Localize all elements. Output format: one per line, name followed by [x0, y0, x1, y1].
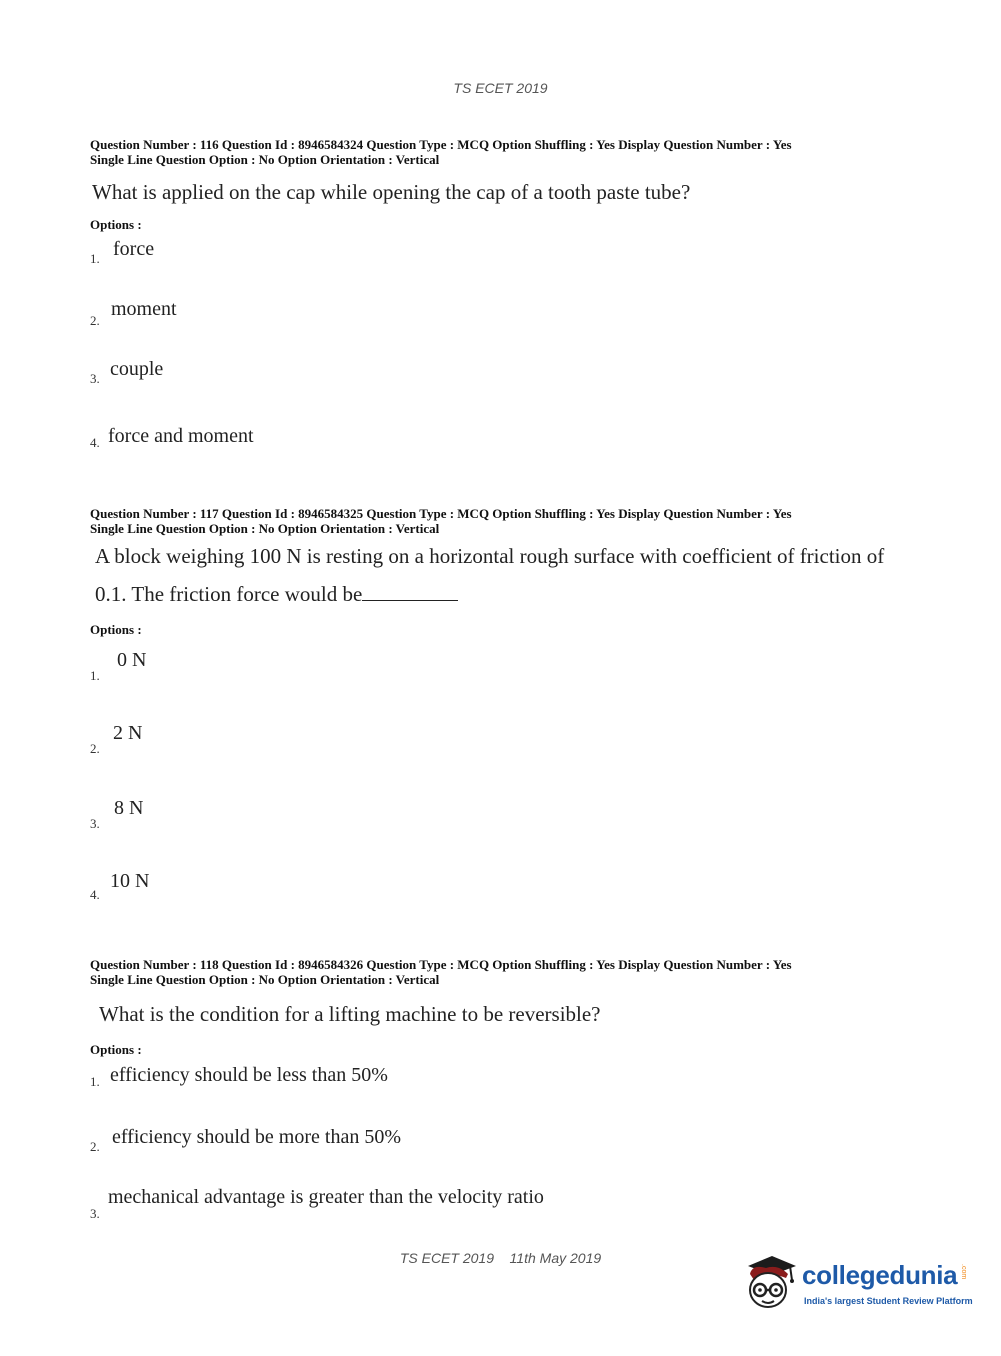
- option-number: 4.: [90, 887, 100, 902]
- option-text: 8 N: [114, 797, 144, 819]
- option-text: force and moment: [108, 425, 254, 447]
- answer-blank: [362, 582, 458, 601]
- mascot-icon: [742, 1252, 798, 1314]
- option-text: moment: [111, 298, 177, 320]
- question-meta-line2: Single Line Question Option : No Option Orientation : Vertical: [90, 972, 440, 987]
- option-number: 2.: [90, 741, 100, 756]
- question-text: What is applied on the cap while opening the cap of a tooth paste tube?: [92, 180, 691, 204]
- option-text: 10 N: [110, 870, 150, 892]
- options-label: Options :: [90, 1042, 142, 1057]
- option-text: couple: [110, 358, 164, 380]
- option-number: 4.: [90, 435, 100, 450]
- question-text-line2-content: 0.1. The friction force would be: [95, 582, 363, 606]
- option-number: 3.: [90, 1206, 100, 1221]
- option-text: 0 N: [117, 649, 147, 671]
- question-meta-line2: Single Line Question Option : No Option Orientation : Vertical: [90, 152, 440, 167]
- option-number: 1.: [90, 668, 100, 683]
- question-text-line1: A block weighing 100 N is resting on a horizontal rough surface with coefficient of friction of: [95, 544, 885, 568]
- question-meta-line1: Question Number : 117 Question Id : 8946584325 Question Type : MCQ Option Shuffling : Yes Display Question Number : Yes: [90, 506, 792, 521]
- page-header-title: TS ECET 2019: [453, 80, 548, 96]
- options-label: Options :: [90, 622, 142, 637]
- collegedunia-logo: [742, 1250, 974, 1320]
- option-text: 2 N: [113, 722, 143, 744]
- question-meta-line2: Single Line Question Option : No Option Orientation : Vertical: [90, 521, 440, 536]
- options-label: Options :: [90, 217, 142, 232]
- question-meta-line1: Question Number : 118 Question Id : 8946584326 Question Type : MCQ Option Shuffling : Yes Display Question Number : Yes: [90, 957, 792, 972]
- question-meta-line1: Question Number : 116 Question Id : 8946584324 Question Type : MCQ Option Shuffling : Yes Display Question Number : Yes: [90, 137, 792, 152]
- logo-wordmark: collegedunia: [802, 1260, 958, 1290]
- page-footer: TS ECET 2019 11th May 2019: [399, 1250, 602, 1266]
- logo-domain-suffix: .com: [960, 1264, 967, 1280]
- option-number: 1.: [90, 251, 100, 266]
- option-text: force: [113, 238, 155, 260]
- question-text-line2: [95, 582, 458, 607]
- option-text: efficiency should be less than 50%: [110, 1064, 388, 1086]
- option-number: 3.: [90, 816, 100, 831]
- option-text: mechanical advantage is greater than the velocity ratio: [108, 1186, 544, 1208]
- option-number: 3.: [90, 371, 100, 386]
- logo-tagline: India's largest Student Review Platform: [804, 1296, 973, 1306]
- option-number: 2.: [90, 1139, 100, 1154]
- option-text: efficiency should be more than 50%: [112, 1126, 401, 1148]
- question-text: What is the condition for a lifting machine to be reversible?: [99, 1002, 601, 1026]
- option-number: 1.: [90, 1074, 100, 1089]
- option-number: 2.: [90, 313, 100, 328]
